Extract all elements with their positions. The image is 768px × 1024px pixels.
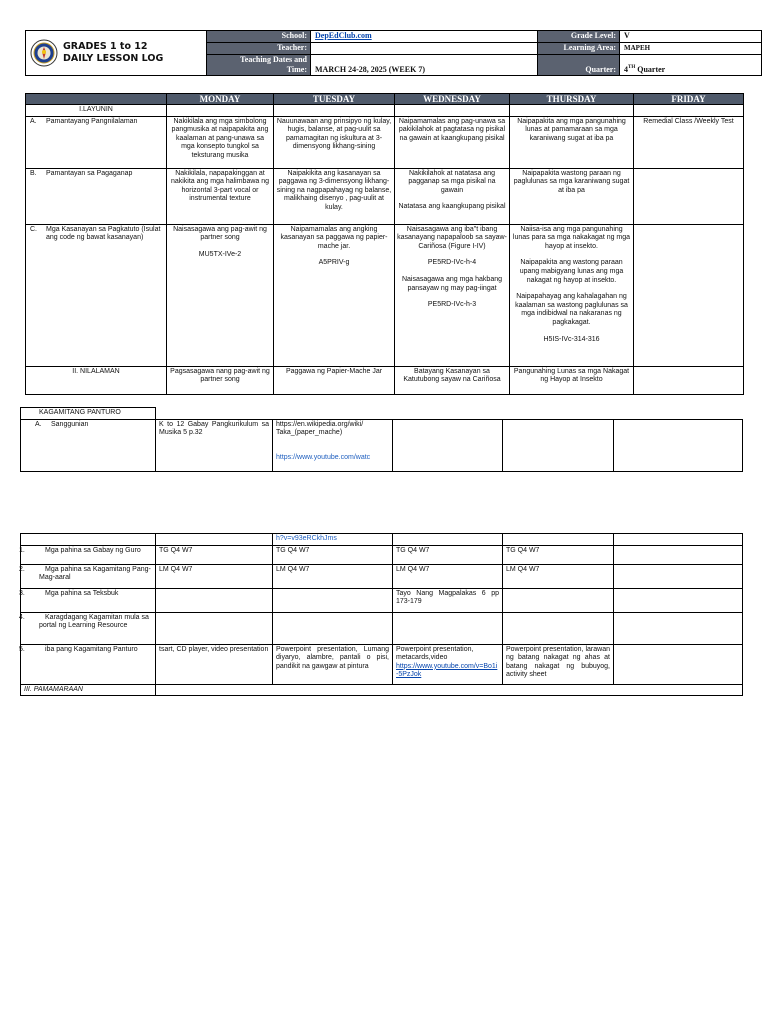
cell-monday: Nakikilala, napapakinggan at nakikita ang mga halimbawa ng horizontal 3-part vocal or instrumental texture <box>167 168 274 224</box>
kagamitan-table <box>20 407 743 472</box>
grade-level-value: V <box>620 31 762 43</box>
youtube-link[interactable]: https://www.youtube.com/watc <box>276 453 371 461</box>
cell-friday <box>614 564 743 588</box>
cell-text: Naisasagawa ang pag-awit ng partner song <box>173 225 267 242</box>
row-label-b <box>26 168 167 224</box>
cell-friday <box>634 366 744 394</box>
dates-label-line1: Teaching Dates and <box>240 55 307 64</box>
cell-thursday: Pangunahing Lunas sa mga Nakagat ng Hayop at Insekto <box>510 366 634 394</box>
title-daily-lesson-log: DAILY LESSON LOG <box>63 53 164 64</box>
title-grades: GRADES 1 to 12 <box>63 41 148 52</box>
row-label-a <box>26 116 167 168</box>
day-header-monday: MONDAY <box>167 94 274 105</box>
day-header-friday: FRIDAY <box>634 94 744 105</box>
cell-text: Naipamamalas ang angking kasanayan sa paggawa ng papier-mache jar. <box>280 225 388 250</box>
row-label-text: Pamantayang Pangnilalaman <box>46 117 138 125</box>
cell-wednesday <box>393 612 503 644</box>
cell-text: Nakikilahok at natatasa ang pagganap sa mga pisikal na gawain <box>408 169 496 194</box>
school-label: School: <box>207 31 311 43</box>
cell-monday: Nakikilala ang mga simbolong pangmusika at naipapakita ang kaalaman at pang-unawa sa mga konsepto tungkol sa teksturang musika <box>167 116 274 168</box>
dates-value: MARCH 24-28, 2025 (WEEK 7) <box>311 55 538 76</box>
cell-monday: LM Q4 W7 <box>156 564 273 588</box>
cell-tuesday <box>273 419 393 471</box>
pamantayang-pangnilalaman-row <box>26 116 744 168</box>
row-number: 3. <box>19 589 25 597</box>
row-letter: C. <box>30 225 37 233</box>
competency-code: H5IS-IVc-314-316 <box>543 335 600 343</box>
cell-friday <box>614 545 743 564</box>
row-label-5 <box>21 644 156 684</box>
cell-monday <box>156 588 273 612</box>
cell-wednesday: Tayo Nang Magpalakas 6 pp 173-179 <box>393 588 503 612</box>
teacher-value <box>311 43 538 55</box>
cell-thursday: Naipapakita ang mga pangunahing lunas at pamamaraan sa mga karaniwang sugat at iba pa <box>510 116 634 168</box>
school-link[interactable]: DepEdClub.com <box>315 31 372 40</box>
competency-code: PE5RD-IVc-h-4 <box>427 259 477 267</box>
cell-monday: TG Q4 W7 <box>156 545 273 564</box>
cell-friday <box>614 644 743 684</box>
resources-table <box>20 533 743 696</box>
nilalaman-row <box>26 366 744 394</box>
cell-monday <box>156 612 273 644</box>
teksbuk-row <box>21 588 743 612</box>
cell-friday <box>614 612 743 644</box>
cell-thursday <box>503 588 614 612</box>
row-number: 4. <box>19 613 25 621</box>
cell-tuesday: TG Q4 W7 <box>273 545 393 564</box>
dates-label <box>207 55 311 76</box>
sanggunian-row <box>21 419 743 471</box>
layunin-heading: I.LAYUNIN <box>26 105 167 117</box>
cell-tuesday: Powerpoint presentation, Lumang diyaryo, alambre, pantali o pisi, pandikit na gawgaw at pintura <box>273 644 393 684</box>
cell-thursday: Naipapakita wastong paraan ng paglulunas sa mga karaniwang sugat at iba pa <box>510 168 634 224</box>
reference-url: https://en.wikipedia.org/wiki/ <box>276 420 364 428</box>
cell-tuesday: Paggawa ng Papier-Mache Jar <box>274 366 395 394</box>
kagamitang-pang-mag-aaral-row <box>21 564 743 588</box>
row-label-4 <box>21 612 156 644</box>
dates-label-line2: Time: <box>286 65 307 74</box>
cell-thursday <box>503 612 614 644</box>
cell-wednesday: Naipamamalas ang pag-unawa sa pakikilahok at pagtatasa ng pisikal na gawain at kaangkupang pisikal <box>395 116 510 168</box>
cell-tuesday: Naipakikita ang kasanayan sa paggawa ng 3-dimensyong likhang-sining na nagpapahayag ng balanse, malikhaing disenyo , pag-uulit at kulay. <box>274 168 395 224</box>
competency-code: PE5RD-IVc-h-3 <box>427 301 477 309</box>
cell-wednesday: TG Q4 W7 <box>393 545 503 564</box>
quarter-number: 4 <box>624 65 628 74</box>
cell-tuesday <box>273 612 393 644</box>
cell-thursday <box>503 419 614 471</box>
teacher-label: Teacher: <box>207 43 311 55</box>
day-header-thursday: THURSDAY <box>510 94 634 105</box>
lesson-grid <box>25 93 744 395</box>
row-label-text: Sanggunian <box>51 420 89 428</box>
row-label-text: Mga pahina sa Teksbuk <box>45 589 119 597</box>
cell-tuesday <box>273 588 393 612</box>
row-number: 5. <box>19 645 25 653</box>
cell-wednesday: LM Q4 W7 <box>393 564 503 588</box>
gabay-guro-row <box>21 545 743 564</box>
cell-text: Naisasagawa ang mga hakbang pansayaw ng may pag-iingat <box>401 275 502 292</box>
corner-header <box>26 94 167 105</box>
quarter-word: Quarter <box>637 65 666 74</box>
competency-code: A5PRIV-g <box>318 259 350 267</box>
cell-thursday: LM Q4 W7 <box>503 564 614 588</box>
learning-area-value: MAPEH <box>620 43 762 55</box>
row-letter: A. <box>35 420 42 428</box>
learning-area-label: Learning Area: <box>538 43 620 55</box>
pamamaraan-heading: III. PAMAMARAAN <box>21 684 156 696</box>
deped-seal-logo-icon <box>30 39 58 67</box>
cell-text: Naiisa-isa ang mga pangunahing lunas para sa mga nakakagat ng mga hayop at insekto. <box>512 225 631 250</box>
day-header-tuesday: TUESDAY <box>274 94 395 105</box>
cell-friday <box>614 419 743 471</box>
cell-text: Naisasagawa ang iba"t ibang kasanayang napapaloob sa sayaw- Cariñosa (Figure I-IV) <box>397 225 507 250</box>
cell-wednesday <box>393 419 503 471</box>
header-brand-cell <box>26 31 207 76</box>
cell-text: Natatasa ang kaangkupang pisikal <box>398 203 506 211</box>
row-label-text: Mga Kasanayan sa Pagkatuto (Isulat ang code ng bawat kasanayan) <box>46 225 161 242</box>
cell-monday: Pagsasagawa nang pag-awit ng partner song <box>167 366 274 394</box>
row-label-text: Mga pahina sa Gabay ng Guro <box>45 546 141 554</box>
cell-thursday: Powerpoint presentation, larawan ng batang nakagat ng ahas at batang nakagat ng bubuyog, activity sheet <box>503 644 614 684</box>
reference-url: Taka_(paper_mache) <box>276 429 343 437</box>
row-label-c <box>26 224 167 366</box>
quarter-suffix: TH <box>628 65 636 70</box>
quarter-label: Quarter: <box>538 55 620 76</box>
learning-resource-portal-row <box>21 612 743 644</box>
url-continuation-row <box>21 534 743 546</box>
row-label-1 <box>21 545 156 564</box>
row-number: 2. <box>19 565 25 573</box>
row-letter: B. <box>30 169 37 177</box>
cell-thursday <box>510 224 634 366</box>
header-table <box>25 30 762 76</box>
cell-text: Naipapahayag ang kahalagahan ng kaalaman sa wastong paglulunas sa mga indibidwal na nakaranas ng pagkakagat. <box>515 293 628 326</box>
row-label-text: Pamantayan sa Pagaganap <box>46 169 133 177</box>
row-label-text: iba pang Kagamitang Panturo <box>45 645 138 653</box>
cell-wednesday: Batayang Kasanayan sa Katutubong sayaw na Cariñosa <box>395 366 510 394</box>
cell-friday <box>634 168 744 224</box>
grade-level-label: Grade Level: <box>538 31 620 43</box>
competency-code: MU5TX-IVe-2 <box>198 250 242 258</box>
row-label-sanggunian <box>21 419 156 471</box>
cell-friday: Remedial Class /Weekly Test <box>634 116 744 168</box>
school-value[interactable] <box>311 31 538 43</box>
day-header-wednesday: WEDNESDAY <box>395 94 510 105</box>
cell-text: Naipapakita ang wastong paraan upang mabigyang lunas ang mga nakagat ng hayop at insekto. <box>519 259 624 284</box>
quarter-value <box>620 55 762 76</box>
row-letter: A. <box>30 117 37 125</box>
pamantayan-sa-pagaganap-row <box>26 168 744 224</box>
cell-friday <box>614 588 743 612</box>
youtube-link[interactable]: https://www.youtube.com/v=Bo1i-5PzJok <box>396 662 498 679</box>
cell-monday: K to 12 Gabay Pangkurikulum sa Musika 5 p.32 <box>156 419 273 471</box>
pamamaraan-row <box>21 684 743 696</box>
cell-thursday: TG Q4 W7 <box>503 545 614 564</box>
kagamitan-heading-row <box>21 408 743 420</box>
youtube-link-continuation[interactable]: h?v=v93eRCkhJms <box>273 534 393 546</box>
iba-pang-kagamitan-row <box>21 644 743 684</box>
cell-friday <box>634 224 744 366</box>
cell-wednesday <box>395 224 510 366</box>
day-header-row <box>26 94 744 105</box>
row-label-2 <box>21 564 156 588</box>
row-label-text: Mga pahina sa Kagamitang Pang-Mag-aaral <box>39 565 151 582</box>
row-number: 1. <box>19 546 25 554</box>
cell-monday: tsart, CD player, video presentation <box>156 644 273 684</box>
layunin-row <box>26 105 744 117</box>
cell-monday <box>167 224 274 366</box>
cell-tuesday: Nauunawaan ang prinsipyo ng kulay, hugis, balanse, at pag-uulit sa pamamagitan ng iskultura at 3-dimensyong likhang-sining <box>274 116 395 168</box>
cell-tuesday <box>274 224 395 366</box>
row-label-text: Karagdagang Kagamitan mula sa portal ng Learning Resource <box>39 613 149 630</box>
cell-wednesday <box>393 644 503 684</box>
cell-wednesday <box>395 168 510 224</box>
cell-text: Powerpoint presentation, metacards,video <box>396 645 474 662</box>
row-label-3 <box>21 588 156 612</box>
nilalaman-label: II. NILALAMAN <box>26 366 167 394</box>
cell-tuesday: LM Q4 W7 <box>273 564 393 588</box>
mga-kasanayan-row <box>26 224 744 366</box>
kagamitan-heading: KAGAMITANG PANTURO <box>21 408 156 420</box>
